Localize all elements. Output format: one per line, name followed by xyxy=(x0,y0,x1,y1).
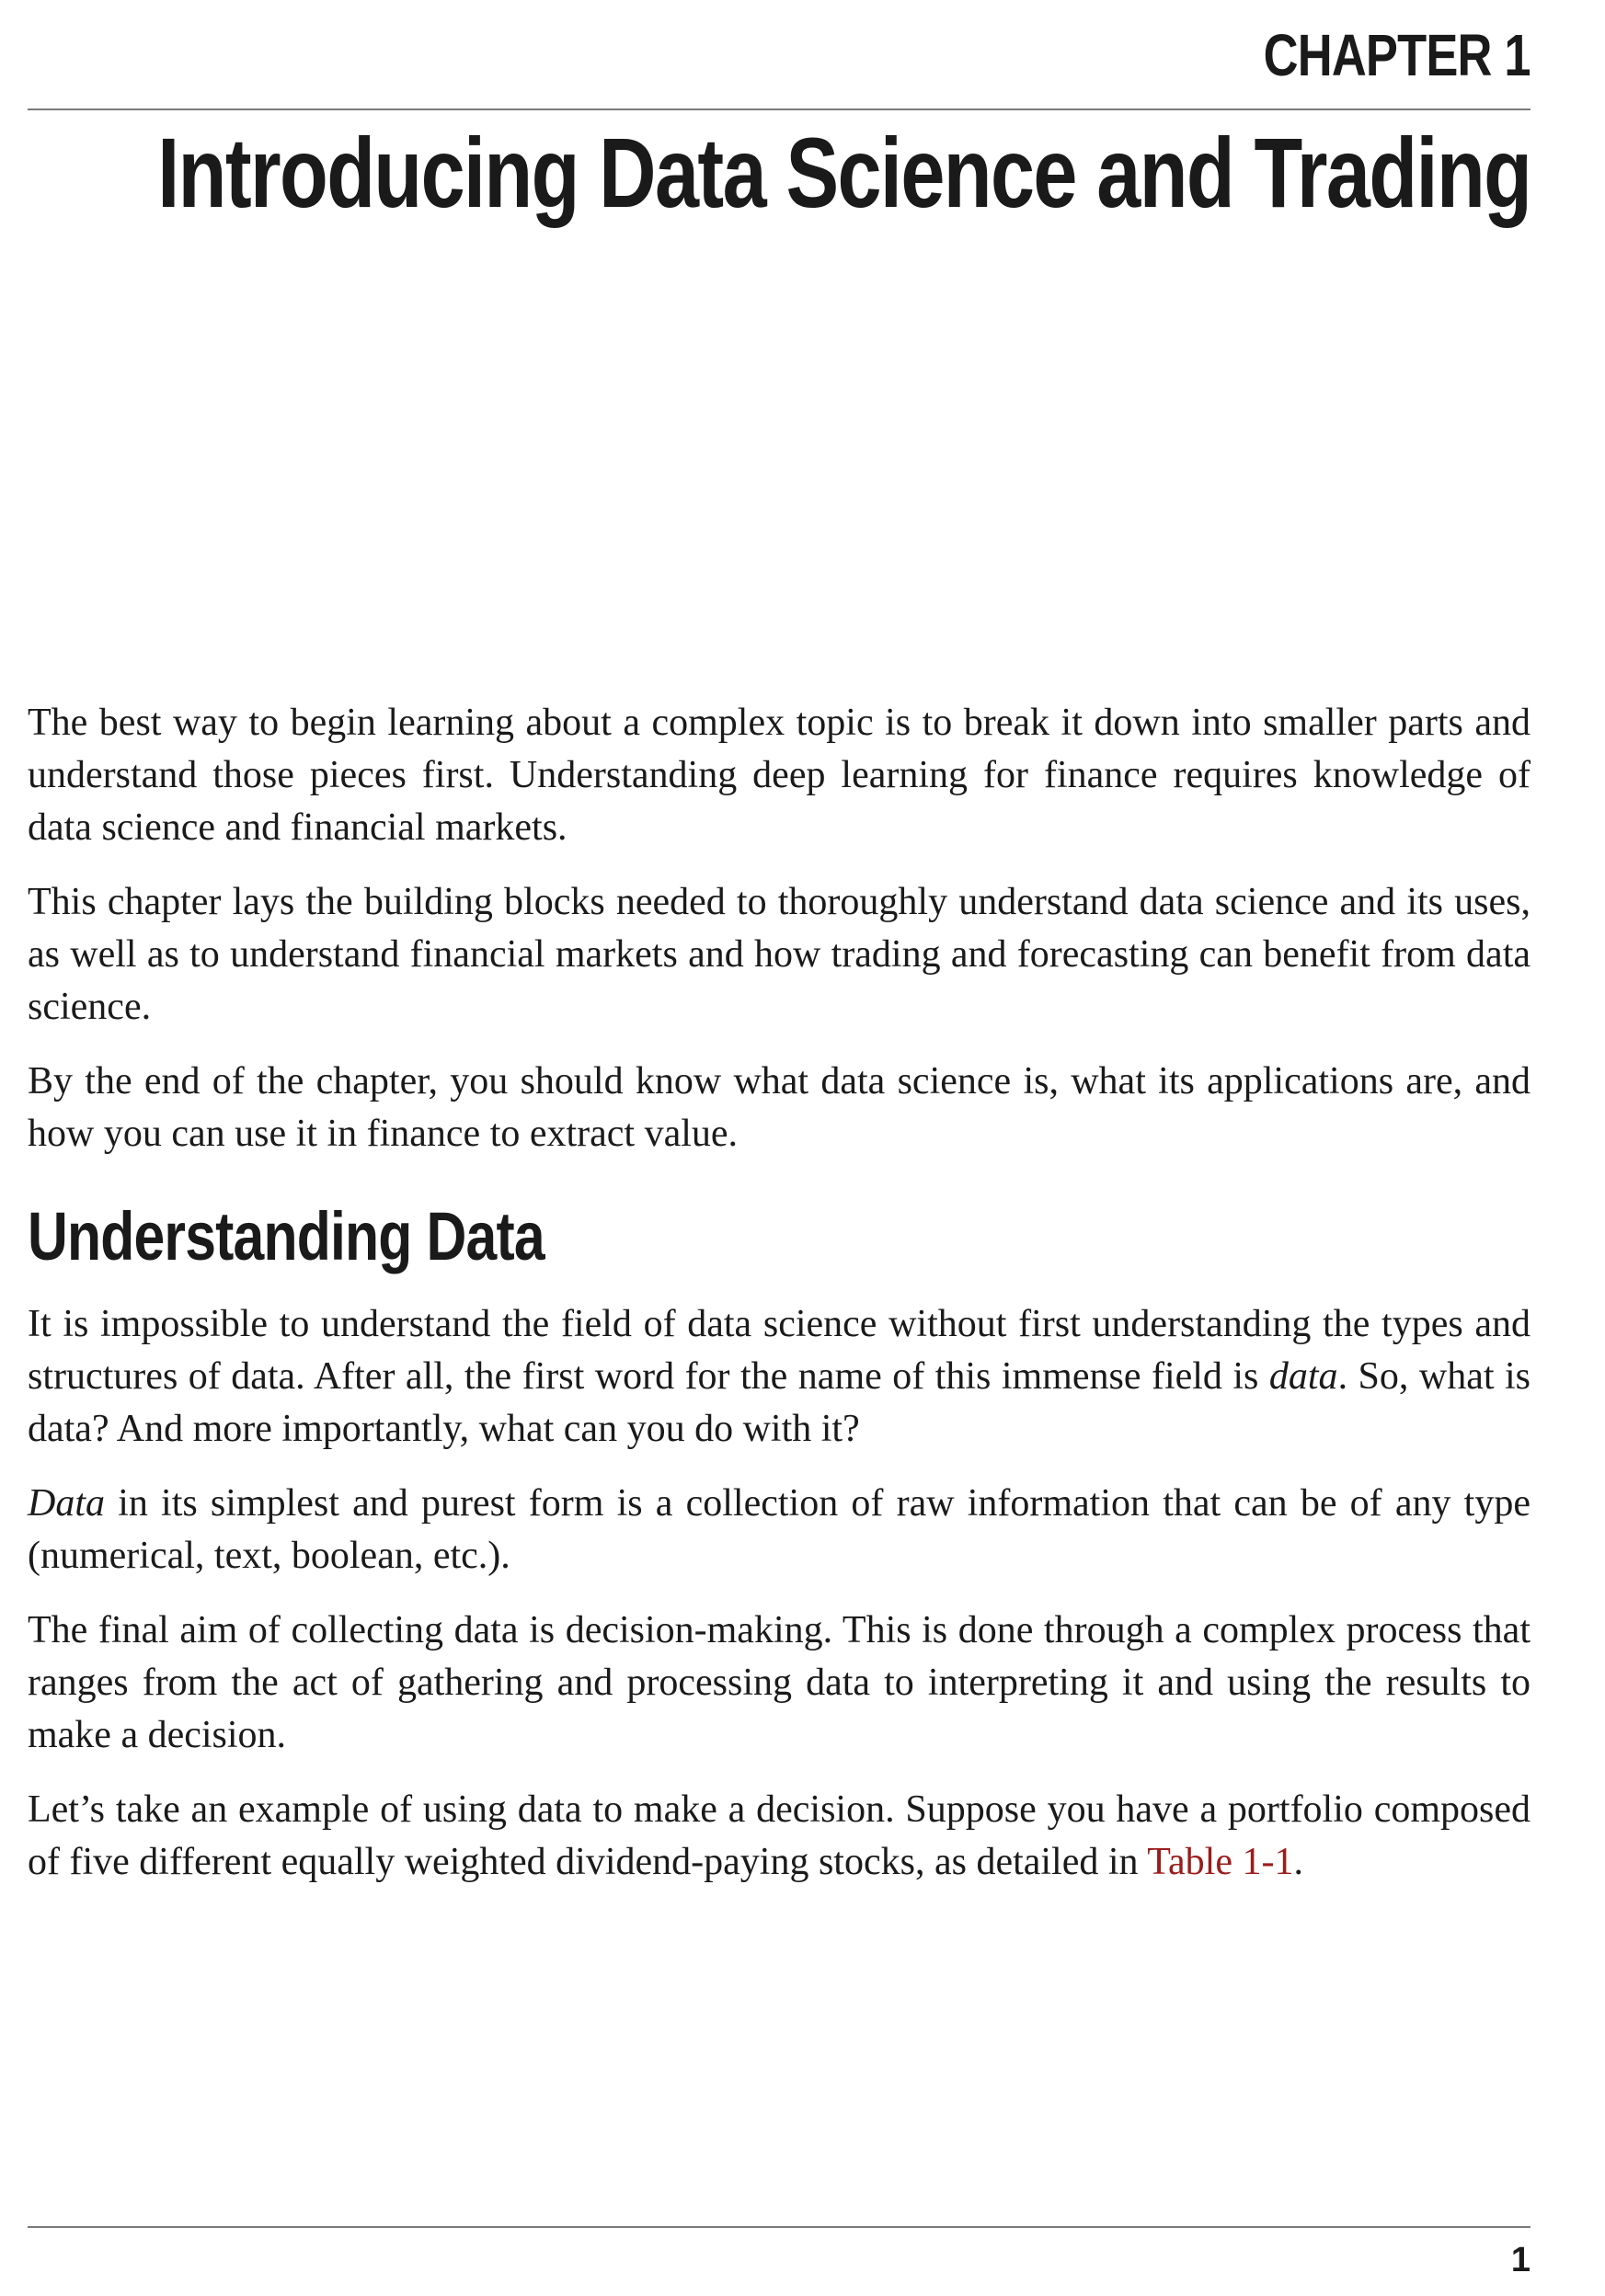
section-paragraph-3: The final aim of collecting data is decision-making. This is done through a complex process that ranges from the act of gathering and processing data to interpreting it and using the results to make a decision. xyxy=(28,1609,1530,1756)
intro-paragraph-2: This chapter lays the building blocks needed to thoroughly understand data science and its uses, as well as to understand financial markets and how trading and forecasting can benefit from data science. xyxy=(28,881,1530,1028)
section-heading: Understanding Data xyxy=(28,1198,545,1274)
book-page xyxy=(28,0,1530,2296)
table-reference-link[interactable]: Table 1-1 xyxy=(1147,1841,1294,1883)
intro-paragraph-3: By the end of the chapter, you should know what data science is, what its applications are, and how you can use it in finance to extract value. xyxy=(28,1060,1530,1155)
page-body xyxy=(28,697,1530,1911)
paragraph-text: It is impossible to understand the field of data science without first understanding the types and structures of data. After all, the first word for the name of this immense field is xyxy=(28,1303,1530,1398)
footer-divider xyxy=(28,2226,1530,2228)
emphasis-term: Data xyxy=(28,1482,105,1525)
chapter-title: Introducing Data Science and Trading xyxy=(156,117,1530,228)
paragraph-text: in its simplest and purest form is a collection of raw information that can be of any type (numerical, text, boolean, etc.). xyxy=(28,1482,1530,1577)
emphasis-term: data xyxy=(1268,1355,1338,1398)
chapter-label: CHAPTER 1 xyxy=(1263,22,1530,88)
section-paragraph-1 xyxy=(28,1298,1530,1456)
paragraph-text: . So, what is data? And more importantly, what can you do with it? xyxy=(28,1355,1530,1450)
section-paragraph-4 xyxy=(28,1784,1530,1889)
paragraph-text: . xyxy=(1293,1841,1303,1883)
page-number: 1 xyxy=(1510,2241,1530,2279)
intro-paragraph-1: The best way to begin learning about a complex topic is to break it down into smaller parts and understand those pieces first. Understanding deep learning for finance requires knowledge of data science and financial markets. xyxy=(28,702,1530,849)
chapter-divider xyxy=(28,109,1530,110)
paragraph-text: Let’s take an example of using data to make a decision. Suppose you have a portfolio composed of five different equally weighted dividend-paying stocks, as detailed in xyxy=(28,1788,1530,1883)
section-paragraph-2 xyxy=(28,1478,1530,1582)
